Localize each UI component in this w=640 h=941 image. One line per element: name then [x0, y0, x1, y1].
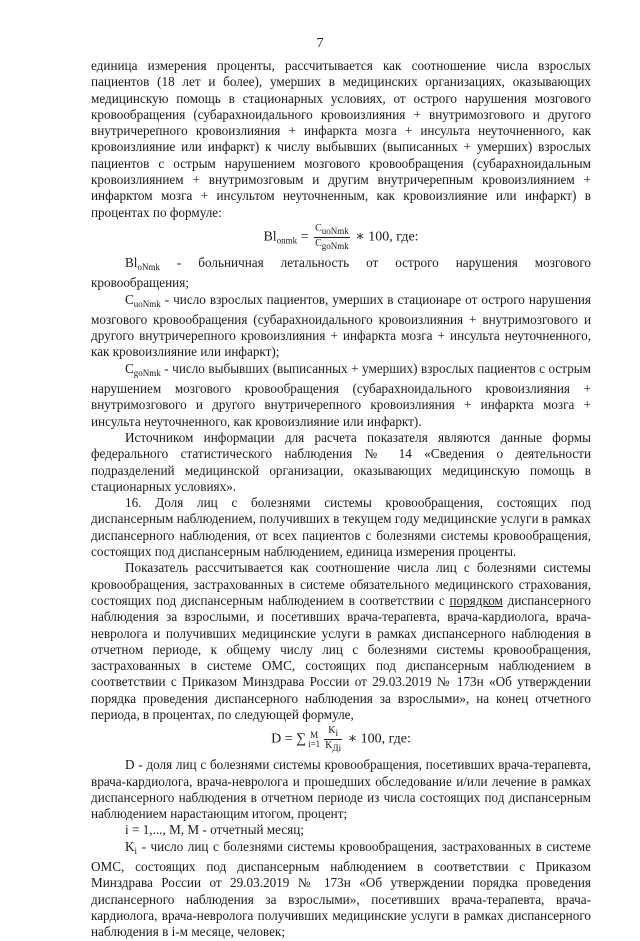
numerator-symbol: C — [315, 222, 322, 234]
definition-c-died — [91, 292, 591, 361]
denominator-subscript-2: i — [338, 743, 342, 754]
formula-tail: ∗ 100, где: — [351, 229, 419, 245]
page-number: 7 — [316, 36, 324, 51]
def-subscript: goNmk — [133, 367, 161, 378]
paragraph-item-16: 16. Доля лиц с болезнями системы кровообращения, состоящих под диспансерным наблюдением, получивших в текущем году медицинские услуги в рамках диспансерного наблюдения, от всех пациентов с болезнями системы кровообращения, состоящих под диспансерным наблюдением, единица измерения проценты. — [91, 495, 591, 560]
def-subscript: uoNmk — [133, 298, 161, 309]
paragraph-data-source: Источником информации для расчета показателя являются данные формы федерального статистического наблюдения № 14 «Сведения о деятельности подразделений медицинской организации, оказывающих медицинскую помощь в стационарных условиях». — [91, 429, 591, 494]
formula-lhs-subscript: onmk — [276, 235, 298, 246]
def-text: - больничная летальность от острого нарушения мозгового кровообращения; — [91, 254, 591, 291]
def-text: - число лиц с болезнями системы кровообращения, застрахованных в системе ОМС, состоящих под диспансерным наблюдением в соответствии с Приказом Минздрава России от 29.03.2019 № 173н «Об утверждении порядка проведения диспансерного наблюдения за взрослыми», посетивших врача-терапевта, врача-кардиолога, врача-невролога получивших медицинские услуги в рамках диспансерного наблюдения в i-м месяце, человек; — [91, 838, 591, 940]
formula-equals: = — [297, 229, 313, 245]
sum-limits — [308, 731, 320, 749]
def-symbol: K — [125, 838, 135, 854]
formula2-lhs: D = ∑ — [271, 732, 307, 747]
denominator-symbol: K — [325, 740, 333, 752]
order-link[interactable]: порядком — [449, 592, 503, 608]
formula-mortality — [91, 223, 591, 252]
def-subscript: i — [134, 845, 138, 856]
formula-denominator — [314, 238, 350, 252]
calc-text-before: Показатель рассчитывается как соотношение числа лиц с болезнями системы кровообращения, застрахованных в системе обязательного медицинского страхования, состоящих под диспансерным наблюдением в соответствии с — [91, 560, 591, 608]
definition-bl — [91, 255, 591, 292]
formula2-denominator — [324, 740, 342, 754]
numerator-subscript: i — [335, 728, 338, 739]
numerator-symbol: K — [328, 725, 336, 737]
formula2-tail: ∗ 100, где: — [344, 732, 411, 747]
definition-i: i = 1,..., M, M - отчетный месяц; — [125, 822, 304, 838]
def-subscript: oNmk — [137, 261, 160, 272]
denominator-subscript: Д — [332, 743, 339, 754]
def-symbol: C — [125, 360, 134, 376]
definition-d: D - доля лиц с болезнями системы кровообращения, посетивших врача-терапевта, врача-кардиолога, врача-невролога и прошедших обследование и/или лечение в рамках диспансерного наблюдения в отчетном периоде из числа состоящих под диспансерным наблюдением нарастающим итогом, процент; — [91, 757, 591, 822]
document-body — [91, 58, 591, 941]
formula-dispensary — [91, 725, 591, 754]
formula-lhs: Bl — [263, 229, 277, 245]
def-symbol: Bl — [125, 254, 138, 270]
sum-lower-limit: i=1 — [308, 738, 321, 749]
definition-k — [91, 839, 591, 941]
definition-c-discharged — [91, 361, 591, 430]
numerator-subscript: uoNmk — [321, 225, 349, 236]
def-text: - число взрослых пациентов, умерших в стационаре от острого нарушения мозгового кровообращения (субарахноидального кровоизлияния + внутримозгового и другого внутричерепного кровоизлияния + инфаркта мозга + инсульта неуточненного, как кровоизлияние или инфаркт); — [91, 291, 591, 360]
denominator-symbol: C — [315, 237, 322, 249]
formula-numerator — [314, 223, 350, 238]
denominator-subscript: goNmk — [321, 240, 349, 251]
formula2-numerator — [324, 725, 342, 740]
def-text: - число выбывших (выписанных + умерших) взрослых пациентов с острым нарушением мозгового кровообращения (субарахноидального кровоизлияния + внутримозгового и другого внутричерепного кровоизлияния + инфаркта мозга + инсульта неуточненного, как кровоизлияние или инфаркт). — [91, 360, 591, 429]
def-symbol: C — [125, 291, 134, 307]
sum-upper-limit: M — [310, 729, 319, 740]
paragraph-mortality-definition: единица измерения проценты, рассчитывается как соотношение числа взрослых пациентов (18 лет и более), умерших в медицинских организациях, оказывающих медицинскую помощь в стационарных условиях, от острого нарушения мозгового кровообращения (субарахноидального кровоизлияния + внутримозгового и другого внутричерепного кровоизлияния + инфаркта мозга + инсульта неуточненного, как кровоизлияние или инфаркт) к числу выбывших (выписанных + умерших) взрослых пациентов с острым нарушением мозгового кровообращения (субарахноидальным кровоизлиянием + внутримозговым и другим внутричерепным кровоизлиянием + инфарктом мозга + инсультом неуточненным, как кровоизлияние или инфаркт) в процентах по формуле: — [91, 58, 591, 220]
paragraph-calculation — [91, 560, 591, 723]
formula2-fraction — [324, 725, 342, 754]
formula-fraction — [314, 223, 350, 252]
calc-text-after: диспансерного наблюдения за взрослыми, и посетивших врача-терапевта, врача-кардиолога, врача-невролога и получивших медицинские услуги в рамках диспансерного наблюдения в отчетном периоде, к общему числу лиц с болезнями системы кровообращения, застрахованных в системе ОМС, состоящих под диспансерным наблюдением в соответствии с Приказом Минздрава России от 29.03.2019 № 173н «Об утверждении порядка проведения диспансерного наблюдения за взрослыми», на конец отчетного периода, в процентах, по следующей формуле, — [91, 592, 592, 722]
